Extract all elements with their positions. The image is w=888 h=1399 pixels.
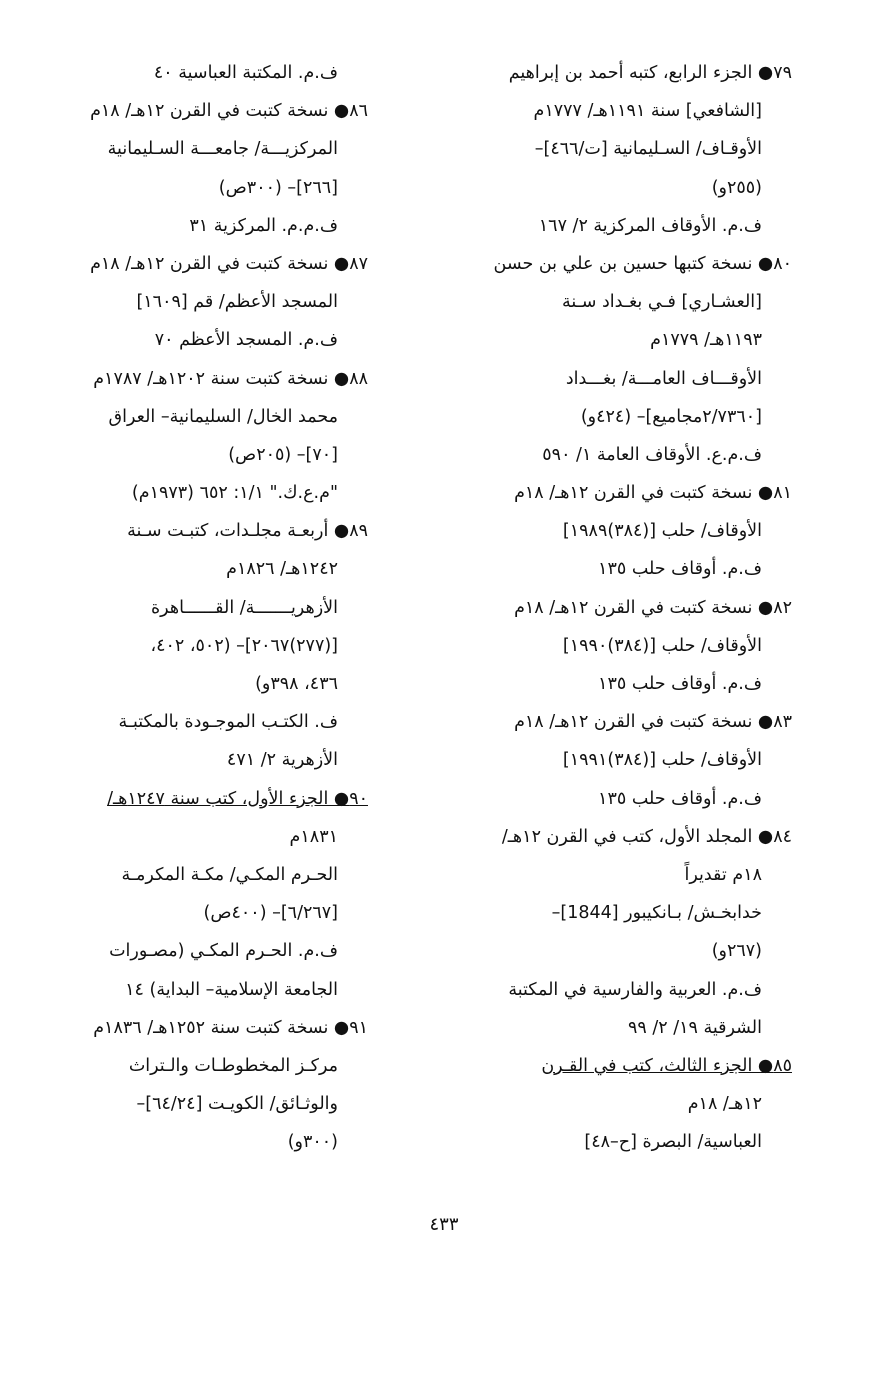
entry-detail-line: ف.م.ع. الأوقاف العامة ١/ ٥٩٠ <box>542 444 762 465</box>
entry-detail-line: [العشـاري] فـي بغـداد سـنة <box>561 292 762 313</box>
right-column <box>457 54 792 1161</box>
entry-detail-line: والوثـائق/ الكويـت [٦٤/٢٤]– <box>136 1094 338 1115</box>
entry-detail-line: الحـرم المكـي/ مكـة المكرمـة <box>121 864 338 885</box>
entry-detail-line: ١٢هـ/ ١٨م <box>687 1094 762 1115</box>
entry-detail-line: ف. الكتـب الموجـودة بالمكتبـة <box>118 712 338 733</box>
entry-heading-line: ٩١● نسخة كتبت سنة ١٢٥٢هـ/ ١٨٣٦م <box>93 1017 368 1038</box>
entry-detail-line: ف.م. أوقاف حلب ١٣٥ <box>598 559 762 580</box>
entry-detail-line: [(٢٧٧)٢٠٦٧]– (٥٠٢، ٤٠٢، <box>150 635 338 656</box>
entry-detail-line: [٢٦٦]– (٣٠٠ص) <box>218 177 338 198</box>
entry-detail-line: (٣٠٠و) <box>287 1132 338 1153</box>
entry-heading-line: ٨٠● نسخة كتبها حسين بن علي بن حسن <box>493 253 792 274</box>
entry-detail-line: الأزهريـــــــة/ القــــــاهرة <box>151 597 338 618</box>
entry-detail-line: الأوقاف/ حلب [(٣٨٤)١٩٩٠] <box>562 635 762 656</box>
entry-detail-line: ف.م. العربية والفارسية في المكتبة <box>508 979 762 1000</box>
entry-detail-line: ف.م. أوقاف حلب ١٣٥ <box>598 788 762 809</box>
entry-detail-line: ١٨٣١م <box>289 826 338 847</box>
entry-heading-line: ٨٤● المجلد الأول، كتب في القرن ١٢هـ/ <box>501 826 792 847</box>
entry-detail-line: الأوقاف/ حلب [(٣٨٤)١٩٩١] <box>562 750 762 771</box>
entry-detail-line: (٢٥٥و) <box>711 177 762 198</box>
entry-heading-line: ٧٩● الجزء الرابع، كتبه أحمد بن إبراهيم <box>508 63 792 83</box>
entry-detail-line: المسجد الأعظم/ قم [١٦٠٩] <box>136 292 338 313</box>
entry-heading-line: ٨٧● نسخة كتبت في القرن ١٢هـ/ ١٨م <box>90 253 368 274</box>
entry-detail-line: العباسية/ البصرة [ح–٤٨] <box>584 1132 762 1153</box>
entry-detail-line: محمد الخال/ السليمانية– العراق <box>108 406 338 427</box>
entry-detail-line: الأزهرية ٢/ ٤٧١ <box>226 750 338 771</box>
entry-detail-line: [٦/٢٦٧]– (٤٠٠ص) <box>203 903 338 924</box>
entry-detail-line: خدابخـش/ بـانكيبور [1844]– <box>551 903 762 924</box>
entry-detail-line: "م.ع.ك." ١/١: ٦٥٢ (١٩٧٣م) <box>131 483 338 504</box>
entry-heading-line: ٨٨● نسخة كتبت سنة ١٢٠٢هـ/ ١٧٨٧م <box>93 368 368 389</box>
entry-heading-line: ٨٢● نسخة كتبت في القرن ١٢هـ/ ١٨م <box>514 597 792 618</box>
entry-detail-line: (٢٦٧و) <box>711 941 762 962</box>
entry-heading-line: ٨٦● نسخة كتبت في القرن ١٢هـ/ ١٨م <box>90 101 368 122</box>
entry-detail-line: ١٨م تقديراً <box>684 864 762 885</box>
entry-heading-line: ٩٠● الجزء الأول، كتب سنة ١٢٤٧هـ/ <box>107 788 368 809</box>
entry-heading-line: ٨١● نسخة كتبت في القرن ١٢هـ/ ١٨م <box>514 483 792 504</box>
entry-detail-line: الأوقـــاف العامـــة/ بغـــداد <box>565 368 762 389</box>
entry-detail-line: ف.م. المسجد الأعظم ٧٠ <box>154 330 338 351</box>
entry-detail-line: [٧٠]– (٢٠٥ص) <box>228 444 338 465</box>
entry-detail-line: ف.م. المكتبة العباسية ٤٠ <box>153 63 338 83</box>
entry-detail-line: ف.م. الأوقاف المركزية ٢/ ١٦٧ <box>538 215 762 236</box>
entry-detail-line: الأوقاف/ حلب [(٣٨٤)١٩٨٩] <box>562 521 762 542</box>
entry-detail-line: [الشافعي] سنة ١١٩١هـ/ ١٧٧٧م <box>533 101 762 122</box>
page-number: ٤٣٣ <box>429 1214 459 1235</box>
entry-detail-line: المركزيـــة/ جامعـــة السـليمانية <box>107 139 338 160</box>
entry-heading-line: ٨٣● نسخة كتبت في القرن ١٢هـ/ ١٨م <box>514 712 792 733</box>
entry-detail-line: ف.م.م. المركزية ٣١ <box>189 215 338 236</box>
entry-detail-line: ٤٣٦، ٣٩٨و) <box>255 674 338 694</box>
entry-heading-line: ٨٩● أربعـة مجلـدات، كتبـت سـنة <box>127 521 368 542</box>
entry-detail-line: ١١٩٣هـ/ ١٧٧٩م <box>650 330 762 351</box>
entry-detail-line: الشرقية ١٩/ ٢/ ٩٩ <box>627 1017 762 1038</box>
entry-detail-line: الأوقـاف/ السـليمانية [ت/٤٦٦]– <box>534 139 762 160</box>
left-column <box>68 54 368 1161</box>
entry-heading-line: ٨٥● الجزء الثالث، كتب في القـرن <box>541 1055 792 1076</box>
entry-detail-line: ف.م. أوقاف حلب ١٣٥ <box>598 674 762 694</box>
entry-detail-line: مركـز المخطوطـات والـتراث <box>128 1055 338 1076</box>
entry-detail-line: [٢/٧٣٦٠مجاميع]– (٤٢٤و) <box>580 406 762 427</box>
entry-detail-line: ف.م. الحـرم المكـي (مصـورات <box>109 941 338 962</box>
entry-detail-line: ١٢٤٢هـ/ ١٨٢٦م <box>226 559 338 580</box>
entry-detail-line: الجامعة الإسلامية– البداية) ١٤ <box>125 979 338 1000</box>
